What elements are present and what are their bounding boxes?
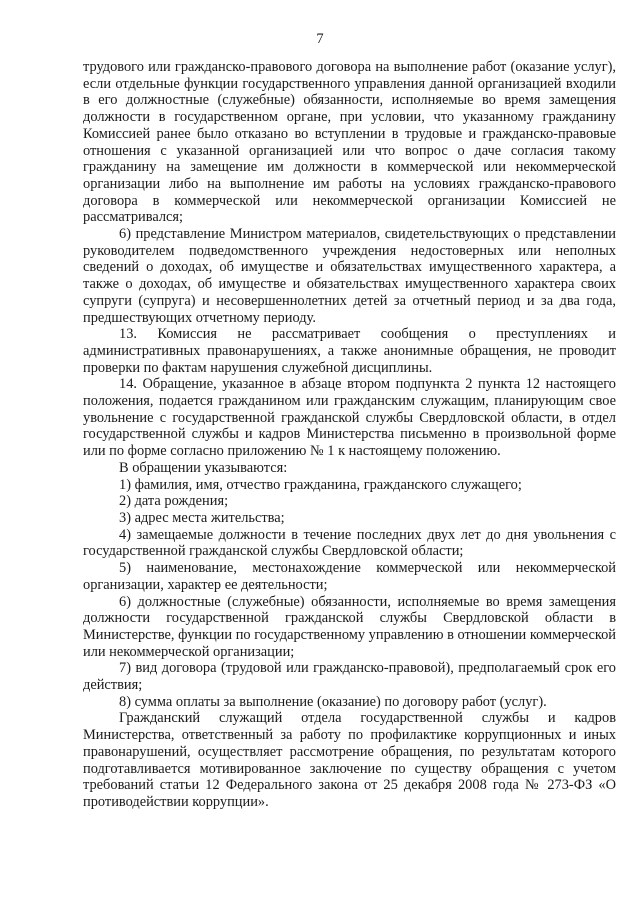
paragraph-list-intro: В обращении указываются: bbox=[119, 459, 288, 476]
document-body bbox=[83, 59, 616, 811]
list-item-5: 5) наименование, местонахождение коммерческой или некоммерческой организации, характер ее деятельности; bbox=[83, 560, 616, 593]
list-item-3: 3) адрес места жительства; bbox=[119, 509, 285, 526]
paragraph-civil-servant-review: Гражданский служащий отдела государственной службы и кадров Министерства, ответственный за работу по профилактике коррупционных и иных правонарушений, осуществляет рассмотрение обращения, по результатам которого подготавливается мотивированное заключение по существу обращения с учетом требований статьи 12 Федерального закона от 25 декабря 2008 года № 273-ФЗ «О противодействии коррупции». bbox=[83, 710, 616, 810]
paragraph-item-6-minister: 6) представление Министром материалов, свидетельствующих о представлении руководителем подведомственного учреждения недостоверных или неполных сведений о доходах, об имуществе и обязательствах имущественного характера, а также о доходах, об имуществе и обязательствах имущественного характера своих супруги (супруга) и несовершеннолетних детей за отчетный период и за два года, предшествующих отчетному периоду. bbox=[83, 226, 616, 326]
list-item-6: 6) должностные (служебные) обязанности, исполняемые во время замещения должности государственной гражданской службы Свердловской области в Министерстве, функции по государственному управлению в отношении коммерческой или некоммерческой организации; bbox=[83, 593, 616, 660]
page-number: 7 bbox=[316, 31, 324, 47]
paragraph-continuation: трудового или гражданско-правового договора на выполнение работ (оказание услуг), если отдельные функции государственного управления данной организацией входили в его должностные (служебные) обязанности, исполняемые во время замещения должности в государственном органе, при условии, что указанному гражданину Комиссией ранее было отказано во вступлении в трудовые и гражданско-правовые отношения с указанной организацией или что вопрос о даче согласия такому гражданину на замещение им должности в коммерческой или некоммерческой организации либо на выполнение им работы на условиях гражданско-правового договора в коммерческой или некоммерческой организации Комиссией не рассматривался; bbox=[83, 59, 616, 226]
paragraph-clause-13: 13. Комиссия не рассматривает сообщения о преступлениях и административных правонарушениях, а также анонимные обращения, не проводит проверки по фактам нарушения служебной дисциплины. bbox=[83, 326, 616, 376]
list-item-7: 7) вид договора (трудовой или гражданско-правовой), предполагаемый срок его действия; bbox=[83, 660, 616, 694]
list-item-1: 1) фамилия, имя, отчество гражданина, гражданского служащего; bbox=[119, 476, 522, 493]
list-item-4: 4) замещаемые должности в течение последних двух лет до дня увольнения с государственной гражданской службы Свердловской области; bbox=[83, 526, 616, 560]
list-item-2: 2) дата рождения; bbox=[119, 493, 229, 510]
list-item-8: 8) сумма оплаты за выполнение (оказание) по договору работ (услуг). bbox=[119, 693, 547, 710]
paragraph-clause-14: 14. Обращение, указанное в абзаце втором подпункта 2 пункта 12 настоящего положения, подается гражданином или гражданским служащим, планирующим свое увольнение с государственной гражданской службы Свердловской области, в отдел государственной службы и кадров Министерства письменно в произвольной форме или по форме согласно приложению № 1 к настоящему положению. bbox=[83, 376, 616, 460]
